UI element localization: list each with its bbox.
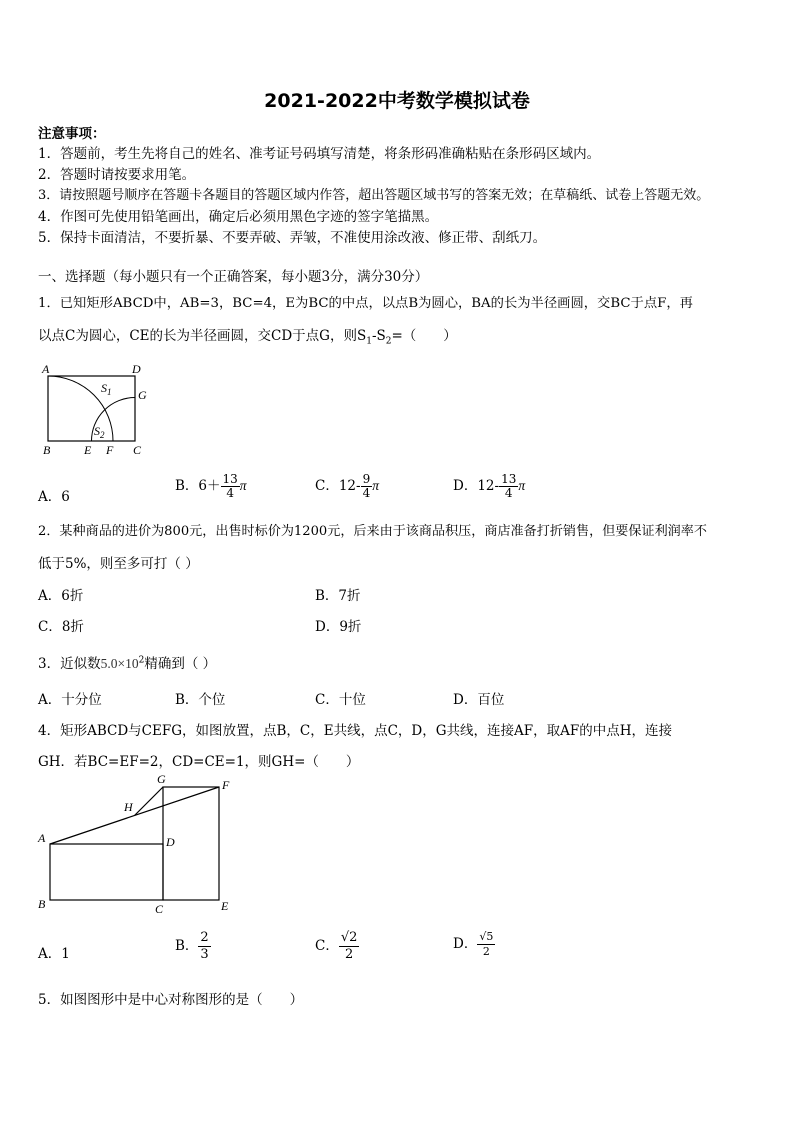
notice-item-5: 5．保持卡面清洁，不要折暴、不要弄破、弄皱，不准使用涂改液、修正带、刮纸刀。 (38, 230, 547, 246)
fig4-label-f: F (222, 778, 230, 792)
notice-item-2: 2．答题时请按要求用笔。 (38, 167, 196, 183)
q4-line1: 4．矩形ABCD与CEFG，如图放置，点B，C，E共线，点C，D，G共线，连接AF，取AF的中点H，连接 (38, 723, 673, 739)
q2-option-b: B．7折 (315, 588, 361, 604)
fig1-label-g: G (138, 388, 147, 402)
q4-line2: GH．若BC=EF=2，CD=CE=1，则GH=（ ） (38, 754, 360, 770)
fig1-label-b: B (43, 443, 51, 457)
section-heading: 一、选择题（每小题只有一个正确答案，每小题3分，满分30分） (38, 269, 429, 285)
fig4-label-a: A (38, 831, 46, 845)
fig1-label-f: F (106, 443, 114, 457)
fig1-label-s1: $S_1$ (101, 381, 112, 397)
q1-option-b: B．6＋ $\frac{13}{4}$ π (175, 472, 247, 500)
q2-option-c: C．8折 (38, 619, 84, 635)
q1-line1: 1．已知矩形ABCD中，AB=3，BC=4，E为BC的中点，以点B为圆心，BA的长为半径画圆，交BC于点F，再 (38, 296, 693, 311)
notice-item-1: 1．答题前，考生先将自己的姓名、准考证号码填写清楚，将条形码准确粘贴在条形码区域内。 (38, 146, 601, 162)
q5-stem: 5．如图图形中是中心对称图形的是（ ） (38, 992, 304, 1008)
notice-item-4: 4．作图可先使用铅笔画出，确定后必须用黑色字迹的签字笔描黑。 (38, 209, 439, 225)
q1-option-d: D．12- $\frac{13}{4}$ π (453, 472, 526, 500)
q4-option-c: C． $\frac{√2}{2}$ (315, 930, 358, 962)
q1-option-c: C．12- $\frac{9}{4}$ π (315, 472, 379, 500)
notice-heading: 注意事项： (38, 126, 106, 142)
q2-line2: 低于5%，则至多可打（ ） (38, 556, 199, 572)
q1-figure (38, 360, 158, 460)
notice-item-3: 3．请按照题号顺序在答题卡各题目的答题区域内作答，超出答题区域书写的答案无效；在草稿纸、试卷上答题无效。 (38, 188, 710, 203)
q1-line2: 以点C为圆心，CE的长为半径画圆，交CD于点G，则$S_1-S_2=$（ ） (38, 328, 457, 347)
q4-option-d: D． $\frac{√5}{2}$ (453, 930, 494, 958)
fig1-label-d: D (132, 362, 141, 376)
q2-line1: 2．某种商品的进价为800元，出售时标价为1200元，后来由于该商品积压，商店准备打折销售，但要保证利润率不 (38, 524, 707, 539)
fig4-label-b: B (38, 897, 46, 911)
fig1-label-s2: $S_2$ (94, 424, 105, 440)
q4-figure (34, 770, 244, 920)
q2-option-a: A．6折 (38, 588, 84, 604)
fig4-label-g: G (157, 772, 166, 786)
fig4-label-h: H (124, 800, 133, 814)
q4-option-b: B． $\frac{2}{3}$ (175, 930, 209, 962)
q3-option-d: D．百位 (453, 692, 505, 708)
fig1-label-c: C (133, 443, 142, 457)
q4-option-a: A．1 (38, 946, 70, 962)
fig4-label-e: E (221, 899, 229, 913)
q2-option-d: D．9折 (315, 619, 362, 635)
q1-option-a: A．6 (38, 489, 70, 505)
q3-option-a: A．十分位 (38, 692, 102, 708)
fig4-label-d: D (166, 835, 175, 849)
q3-option-b: B．个位 (175, 692, 226, 708)
page-title: 2021-2022中考数学模拟试卷 (264, 90, 530, 112)
q3-option-c: C．十位 (315, 692, 366, 708)
fig1-label-e: E (84, 443, 92, 457)
fig1-label-a: A (42, 362, 50, 376)
q3-stem: 3．近似数$5.0\times 10^2$精确到（ ） (38, 655, 217, 672)
fig4-label-c: C (155, 902, 164, 916)
